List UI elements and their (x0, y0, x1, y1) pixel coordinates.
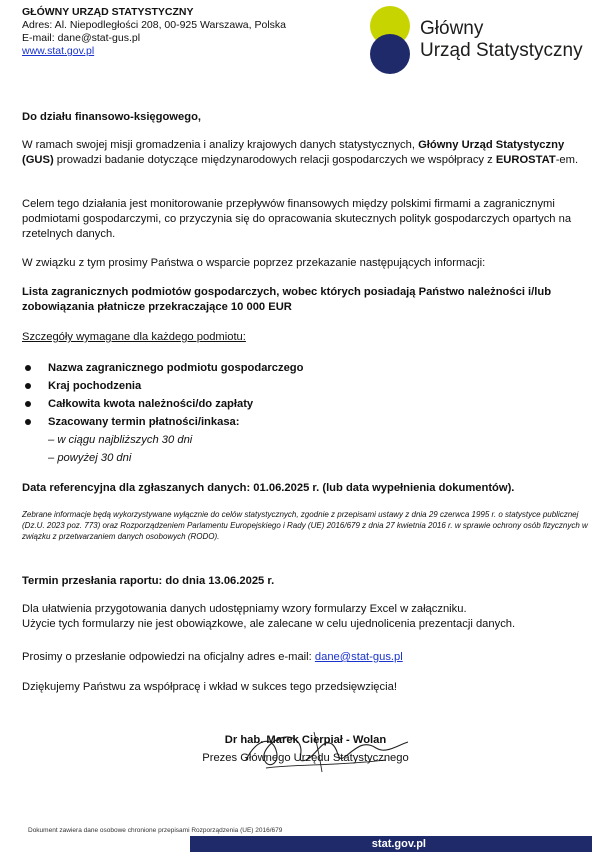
org-name: GŁÓWNY URZĄD STATYSTYCZNY (22, 6, 194, 18)
paragraph-intro (22, 138, 588, 168)
reply-paragraph (22, 650, 588, 665)
salutation-text: Do działu finansowo-księgowego, (22, 111, 202, 123)
thanks-paragraph (22, 680, 588, 695)
logo-wordmark (420, 18, 583, 62)
request-statement (22, 285, 588, 315)
reply-email-link[interactable]: dane@stat-gus.pl (314, 651, 403, 663)
footer-note: Dokument zawiera dane osobowe chronione przepisami Rozporządzenia (UE) 2016/679 (28, 827, 283, 834)
org-email: E-mail: dane@stat-gus.pl (22, 32, 141, 44)
logo-line-2: Urząd Statystyczny (420, 40, 583, 61)
sub-item: – powyżej 30 dni (48, 452, 132, 464)
gus-logo-icon (364, 4, 420, 76)
footer-site: stat.gov.pl (371, 838, 426, 850)
list-item: Nazwa zagranicznego podmiotu gospodarczego (22, 359, 588, 377)
paragraph-request-intro (22, 256, 588, 271)
details-list (22, 359, 588, 467)
details-heading (22, 330, 588, 345)
signatory-name: Dr hab. Marek Cierpiał - Wolan (224, 734, 387, 746)
intro-part-c: prowadzi badanie dotyczące międzynarodowych relacji gospodarczych we współpracy z (53, 154, 496, 166)
excel-line-1: Dla ułatwienia przygotowania danych udostępniamy wzory formularzy Excel w załączniku. (22, 603, 467, 615)
logo-line-1: Główny (420, 18, 484, 39)
privacy-notice (22, 509, 588, 542)
privacy-text: Zebrane informacje będą wykorzystywane wyłącznie do celów statystycznych, zgodnie z przepisami ustawy z dnia 29 czerwca 1995 r. o statystyce publicznej (Dz.U. 2023 poz. 773) oraz Rozporządzeniem Parlamentu Europejskiego i Rady (UE) 2016/679 z dnia 27 kwietnia 2016 r. w sprawie ochrony osób fizycznych w związku z przetwarzaniem danych osobowych (RODO). (22, 510, 588, 541)
details-heading-text: Szczegóły wymagane dla każdego podmiotu: (22, 331, 246, 343)
excel-line-2: Użycie tych formularzy nie jest obowiązkowe, ale zalecane w celu ujednolicenia prezentacji danych. (22, 618, 516, 630)
request-text: Lista zagranicznych podmiotów gospodarczych, wobec których posiadają Państwo należności i/lub zobowiązania płatnicze przekraczające 10 000 EUR (22, 286, 552, 313)
deadline-text: Termin przesłania raportu: do dnia 13.06.2025 r. (22, 575, 275, 587)
footer-bar (190, 836, 592, 852)
list-item: Kraj pochodzenia (22, 377, 588, 395)
signatory-title: Prezes Głównego Urzędu Statystycznego (202, 752, 409, 764)
intro-part-e: -em. (555, 154, 579, 166)
letterhead (22, 6, 286, 58)
reference-date-text: Data referencyjna dla zgłaszanych danych: 01.06.2025 r. (lub data wypełnienia dokumentów). (22, 482, 515, 494)
intro-part-a: W ramach swojej misji gromadzenia i analizy krajowych danych statystycznych, (22, 139, 419, 151)
required-items-list (22, 359, 588, 431)
org-website-link[interactable]: www.stat.gov.pl (22, 45, 95, 57)
request-intro-text: W związku z tym prosimy Państwa o wsparcie poprzez przekazanie następujących informacji: (22, 257, 486, 269)
signatory-block (0, 731, 611, 767)
sub-item: – w ciągu najbliższych 30 dni (48, 434, 193, 446)
reply-text: Prosimy o przesłanie odpowiedzi na oficjalny adres e-mail: (22, 651, 315, 663)
org-address: Adres: Al. Niepodległości 208, 00-925 Warszawa, Polska (22, 19, 286, 31)
thanks-text: Dziękujemy Państwu za współpracę i wkład w sukces tego przedsięwzięcia! (22, 681, 397, 693)
purpose-text: Celem tego działania jest monitorowanie przepływów finansowych między polskimi firmami a zagranicznymi podmiotami gospodarczymi, co przyczynia się do opracowania skutecznych polityk gospodarczych opartych na rzetelnych danych. (22, 198, 572, 240)
deadline (22, 574, 588, 589)
salutation (22, 110, 588, 125)
reference-date (22, 481, 588, 496)
gus-logo (364, 4, 604, 76)
list-item: Całkowita kwota należności/do zapłaty (22, 395, 588, 413)
paragraph-purpose (22, 197, 588, 242)
intro-gus: Główny Urząd Statystyczny (GUS) (22, 139, 565, 166)
intro-eurostat: EUROSTAT (495, 154, 556, 166)
excel-paragraph (22, 602, 588, 632)
list-item: Szacowany termin płatności/inkasa: (22, 413, 588, 431)
